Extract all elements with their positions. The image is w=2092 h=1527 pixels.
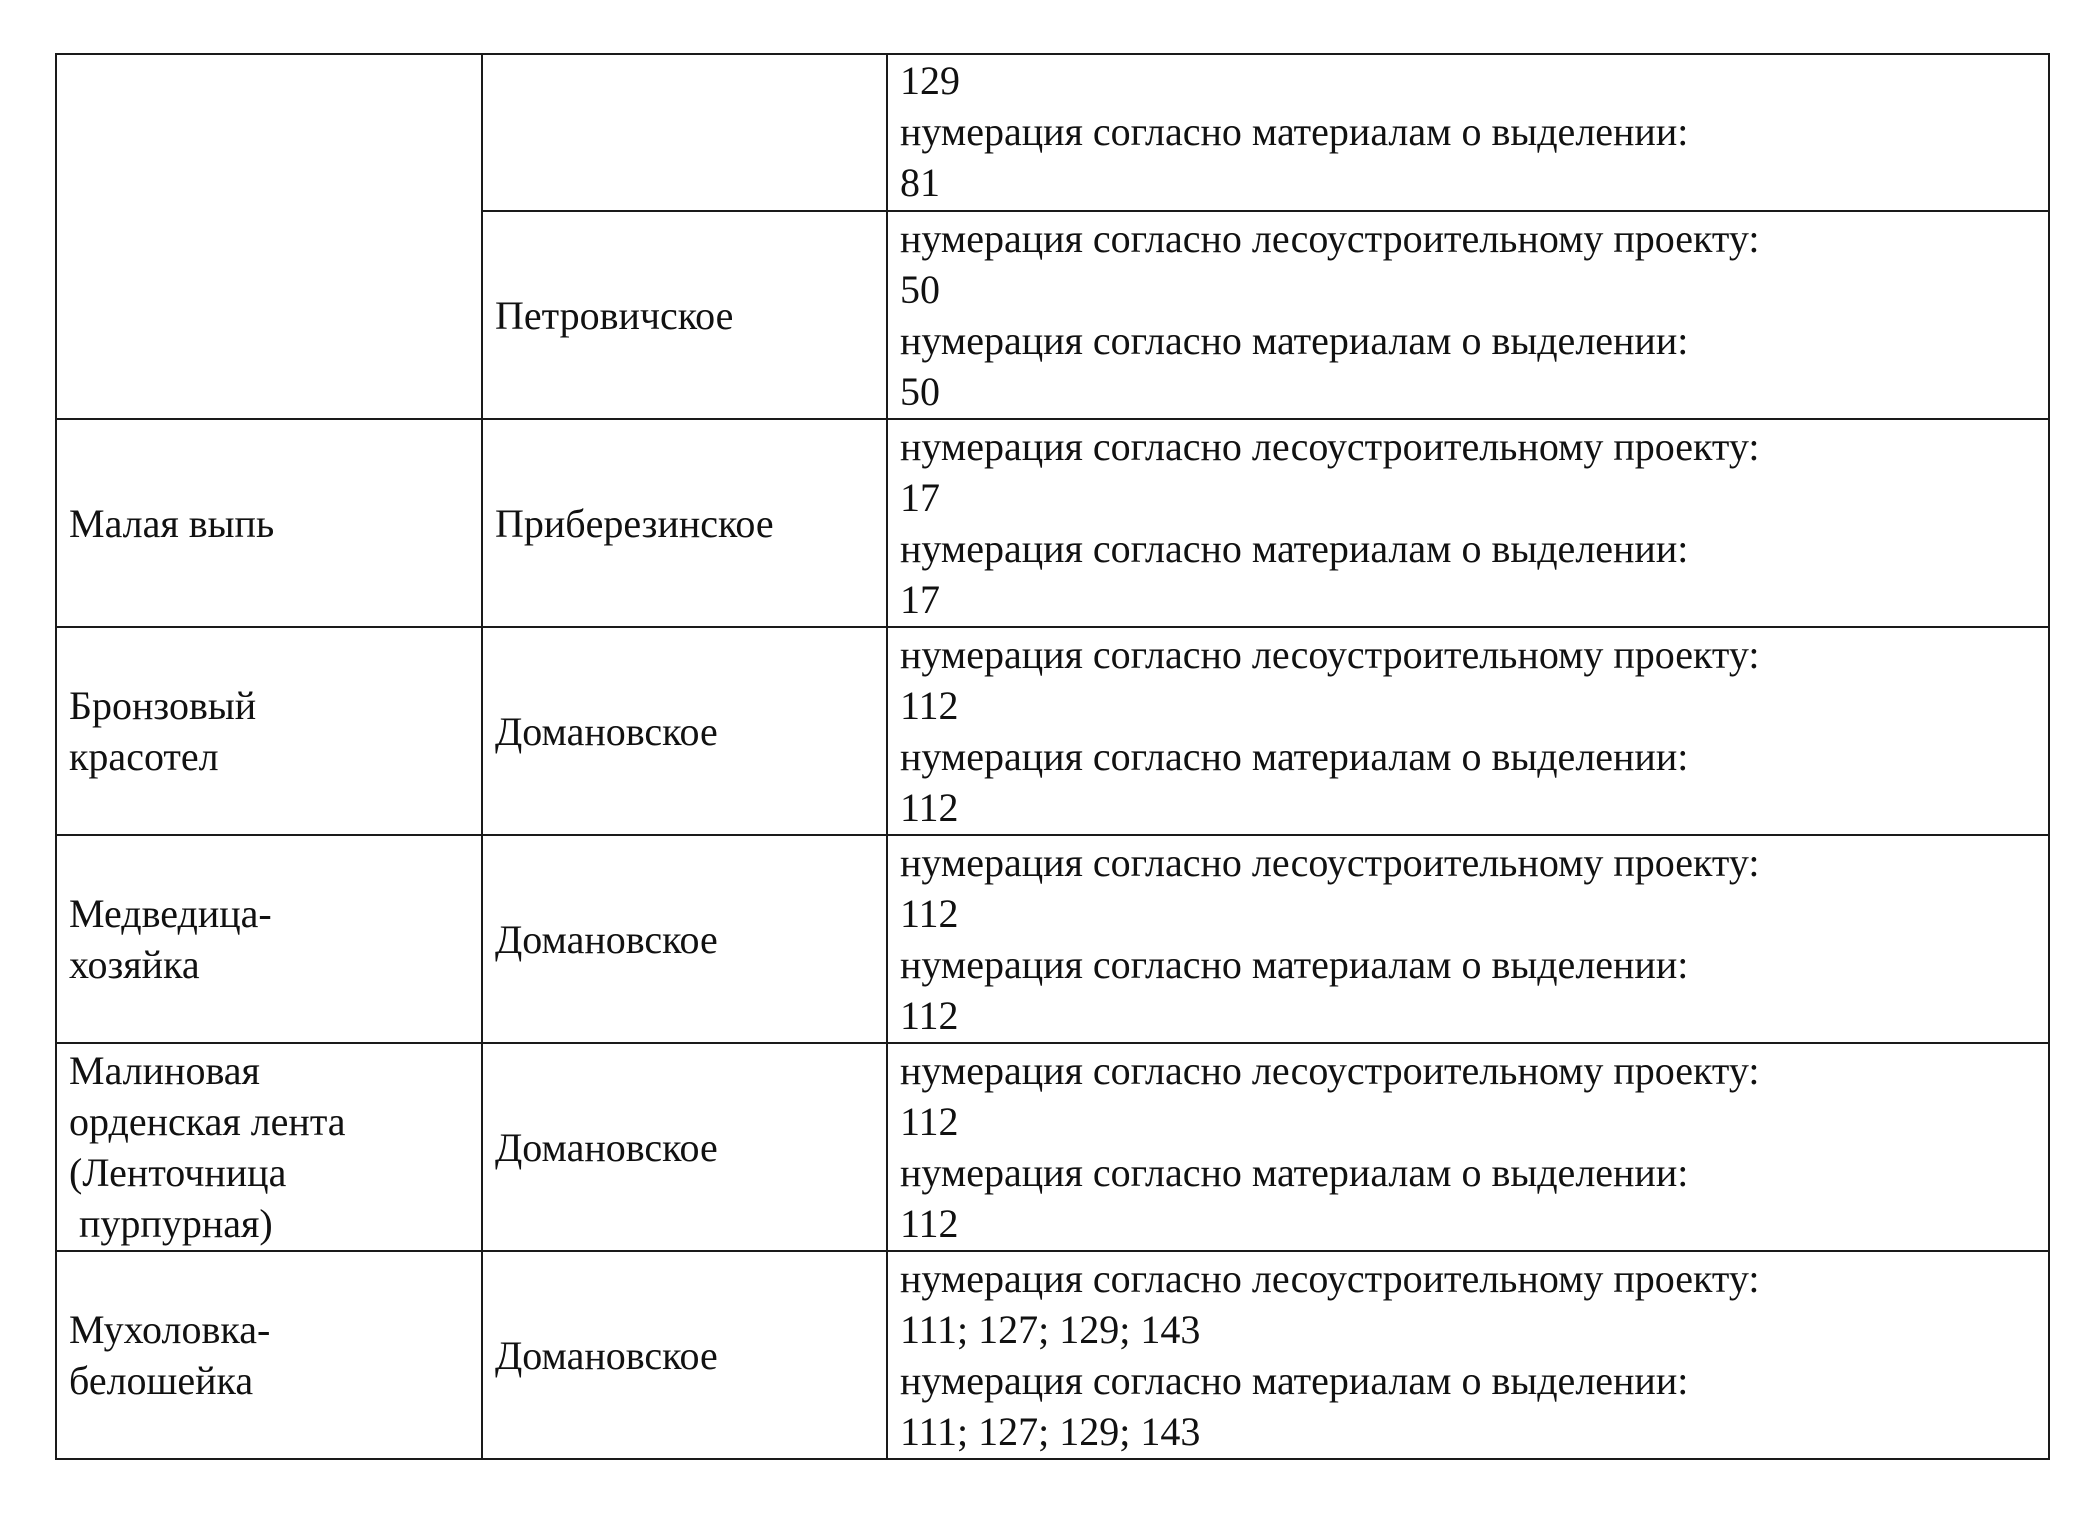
details-cell: [887, 211, 2049, 419]
species-name: красотел: [69, 734, 219, 779]
species-cell: [56, 54, 482, 419]
detail-line: нумерация согласно материалам о выделении:: [900, 109, 1689, 154]
detail-line: 112: [900, 785, 959, 830]
detail-line: нумерация согласно лесоустроительному проекту:: [900, 216, 1760, 261]
detail-line: 81: [900, 160, 940, 205]
table-row: [56, 627, 2049, 835]
detail-line: нумерация согласно лесоустроительному проекту:: [900, 1048, 1760, 1093]
area-cell: [482, 54, 887, 211]
detail-line: 17: [900, 577, 940, 622]
area-cell: Домановское: [482, 1251, 887, 1459]
area-cell: Прибeрезинское: [482, 419, 887, 627]
species-cell: [56, 419, 482, 627]
species-protection-table: [55, 53, 2050, 1460]
detail-line: 112: [900, 891, 959, 936]
detail-line: 129: [900, 58, 960, 103]
species-cell: [56, 627, 482, 835]
detail-line: нумерация согласно материалам о выделении:: [900, 734, 1689, 779]
detail-line: 17: [900, 475, 940, 520]
table-row: [56, 835, 2049, 1043]
species-name: хозяйка: [69, 942, 200, 987]
species-name: Малая выпь: [69, 500, 275, 546]
species-cell: [56, 835, 482, 1043]
detail-line: 112: [900, 1201, 959, 1246]
detail-line: нумерация согласно лесоустроительному проекту:: [900, 632, 1760, 677]
detail-line: нумерация согласно материалам о выделении:: [900, 526, 1689, 571]
table-row: [56, 1251, 2049, 1459]
detail-line: 112: [900, 993, 959, 1038]
table-row: [56, 419, 2049, 627]
detail-line: нумерация согласно лесоустроительному проекту:: [900, 1256, 1760, 1301]
species-name: Медведица-: [69, 891, 272, 936]
species-cell: [56, 1043, 482, 1251]
detail-line: 112: [900, 1099, 959, 1144]
detail-line: нумерация согласно материалам о выделении:: [900, 1150, 1689, 1195]
species-name: Бронзовый: [69, 683, 257, 728]
details-cell: [887, 627, 2049, 835]
details-cell: [887, 835, 2049, 1043]
species-cell: [56, 1251, 482, 1459]
detail-line: 50: [900, 369, 940, 414]
species-name: Мухоловка-: [69, 1307, 271, 1352]
table-row: [56, 54, 2049, 211]
species-name: белошейка: [69, 1358, 254, 1403]
detail-line: 111; 127; 129; 143: [900, 1307, 1201, 1352]
area-cell: Петровичское: [482, 211, 887, 419]
detail-line: 50: [900, 267, 940, 312]
details-cell: [887, 1251, 2049, 1459]
area-cell: Домановское: [482, 1043, 887, 1251]
detail-line: нумерация согласно материалам о выделении:: [900, 942, 1689, 987]
table-row: [56, 1043, 2049, 1251]
details-cell: [887, 54, 2049, 211]
detail-line: нумерация согласно лесоустроительному проекту:: [900, 840, 1760, 885]
detail-line: 111; 127; 129; 143: [900, 1409, 1201, 1454]
species-name: (Ленточница: [69, 1150, 287, 1195]
species-name: орденская лента: [69, 1099, 346, 1144]
species-name: Малиновая: [69, 1048, 260, 1093]
details-cell: [887, 1043, 2049, 1251]
area-cell: Домановское: [482, 627, 887, 835]
details-cell: [887, 419, 2049, 627]
detail-line: нумерация согласно материалам о выделении:: [900, 318, 1689, 363]
species-name: пурпурная): [69, 1201, 273, 1246]
detail-line: нумерация согласно лесоустроительному проекту:: [900, 424, 1760, 469]
area-cell: Домановское: [482, 835, 887, 1043]
detail-line: нумерация согласно материалам о выделении:: [900, 1358, 1689, 1403]
detail-line: 112: [900, 683, 959, 728]
